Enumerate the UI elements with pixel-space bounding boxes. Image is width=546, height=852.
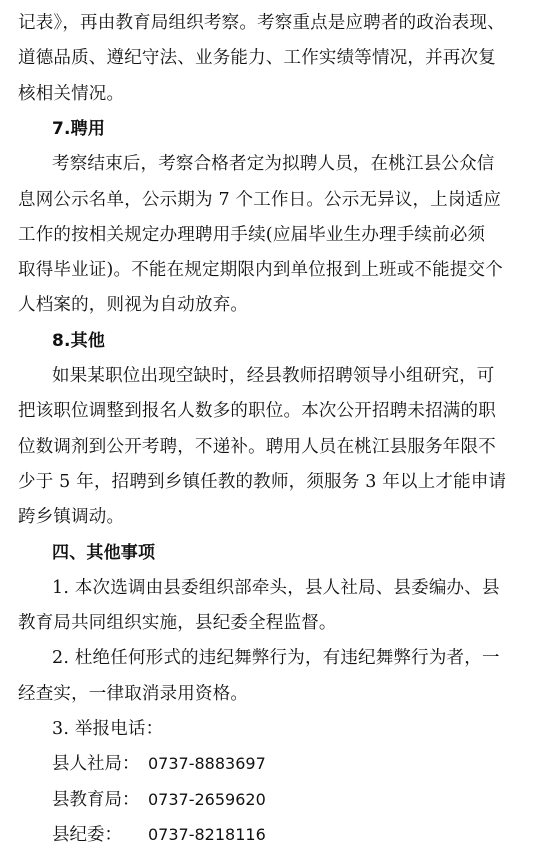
paragraph-line: 如果某职位出现空缺时，经县教师招聘领导小组研究，可: [52, 366, 495, 386]
paragraph-line: 人档案的，则视为自动放弃。: [18, 295, 249, 316]
paragraph-line: 位数调剂到公开考聘，不递补。聘用人员在桃江县服务年限不: [18, 436, 496, 457]
part-heading: 四、其他事项: [52, 542, 156, 563]
paragraph-line: 息网公示名单，公示期为 7 个工作日。公示无异议，上岗适应: [18, 189, 502, 210]
paragraph-line: 核相关情况。: [18, 83, 125, 104]
contact-row: [52, 783, 266, 817]
paragraph-line: 跨乡镇调动。: [18, 507, 125, 528]
paragraph-line: 工作的按相关规定办理聘用手续(应届毕业生办理手续前必须: [18, 224, 486, 245]
contact-name: 县人社局：: [52, 754, 140, 775]
section-heading: 7.聘用: [52, 118, 106, 139]
contact-name: 县教育局：: [52, 789, 140, 810]
paragraph-line: 把该职位调整到报名人数多的职位。本次公开招聘未招满的职: [18, 401, 496, 422]
paragraph-line: 取得毕业证)。不能在规定期限内到单位报到上班或不能提交个: [18, 260, 503, 281]
paragraph-line: 经查实，一律取消录用资格。: [18, 683, 249, 704]
contact-phone: 0737-8218116: [148, 824, 266, 844]
paragraph-line: 1. 本次选调由县委组织部牵头，县人社局、县委编办、县: [52, 577, 500, 598]
section-heading: 8.其他: [52, 330, 106, 351]
paragraph-line: 2. 杜绝任何形式的违纪舞弊行为，有违纪舞弊行为者，一: [52, 648, 500, 669]
paragraph-line: 道德品质、遵纪守法、业务能力、工作实绩等情况，并再次复: [18, 48, 496, 69]
paragraph-line: 少于 5 年，招聘到乡镇任教的教师，须服务 3 年以上才能申请: [18, 471, 507, 492]
contact-row: [52, 747, 266, 781]
contact-name: 县纪委：: [52, 824, 122, 845]
contact-phone: 0737-2659620: [148, 789, 266, 809]
contact-phone: 0737-8883697: [148, 754, 266, 774]
report-phone-label: 3. 举报电话：: [52, 719, 164, 739]
contact-row: [52, 818, 266, 852]
paragraph-line: 教育局共同组织实施，县纪委全程监督。: [18, 613, 337, 634]
paragraph-line: 考察结束后，考察合格者定为拟聘人员，在桃江县公众信: [52, 154, 495, 175]
paragraph-line: 记表》，再由教育局组织考察。考察重点是应聘者的政治表现、: [18, 13, 505, 33]
